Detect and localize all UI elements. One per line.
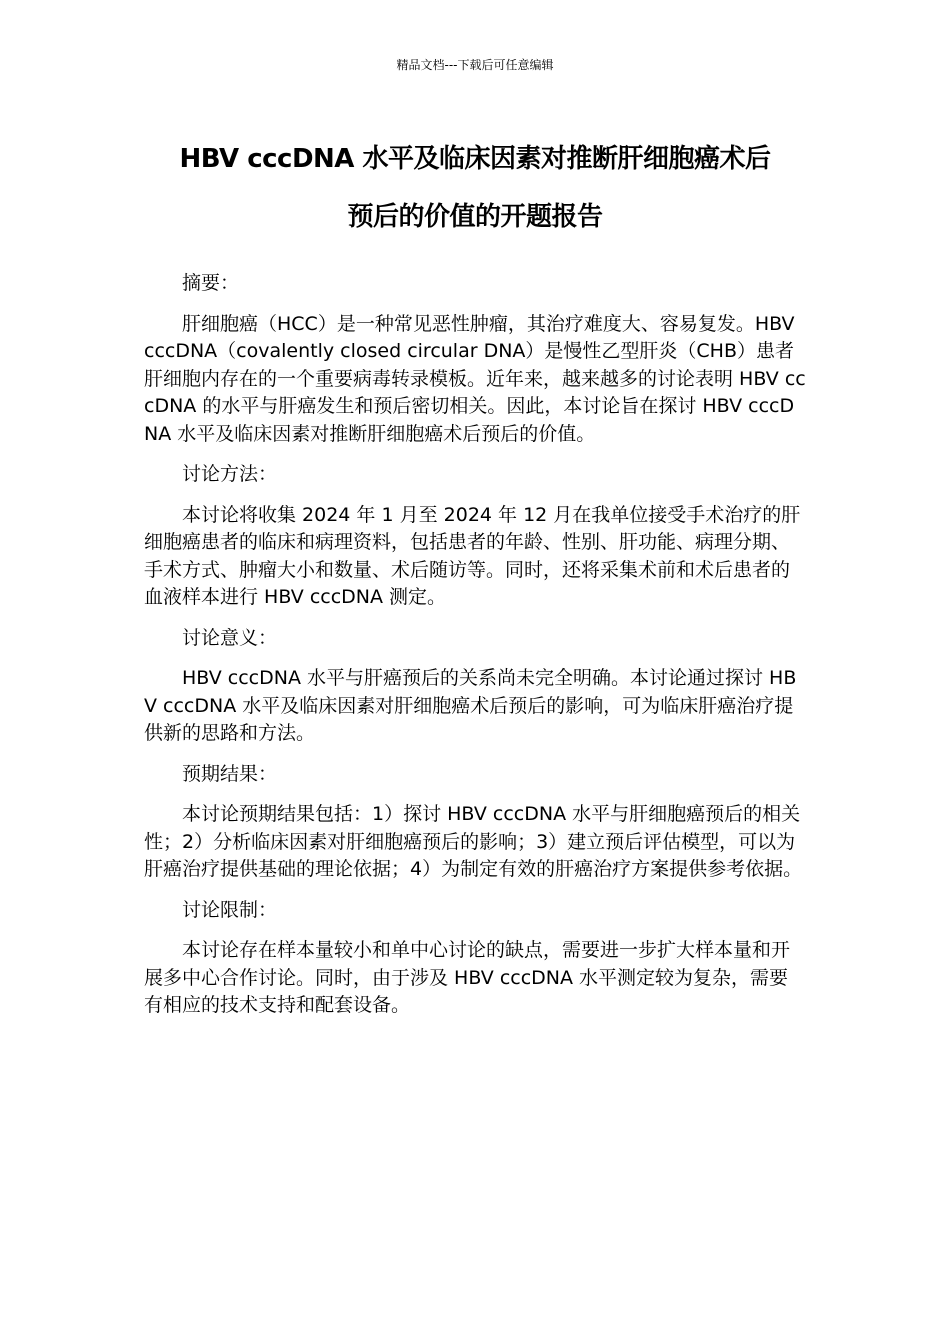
section-label-expected-results: 预期结果： — [182, 762, 278, 785]
section-text-significance: HBV cccDNA 水平与肝癌预后的关系尚未完全明确。本讨论通过探讨 HBV cccDNA 水平及临床因素对肝细胞癌术后预后的影响，可为临床肝癌治疗提供新的思路和方法。 — [144, 667, 797, 744]
section-text-methods: 本讨论将收集 2024 年 1 月至 2024 年 12 月在我单位接受手术治疗的肝细胞癌患者的临床和病理资料，包括患者的年龄、性别、肝功能、病理分期、手术方式、肿瘤大小和数量、术后随访等。同时，还将采集术前和术后患者的血液样本进行 HBV cccDNA 测定。 — [144, 503, 801, 608]
section-label-abstract: 摘要： — [182, 272, 240, 294]
section-label-limitations: 讨论限制： — [182, 898, 278, 921]
section-text-limitations: 本讨论存在样本量较小和单中心讨论的缺点，需要进一步扩大样本量和开展多中心合作讨论。同时，由于涉及 HBV cccDNA 水平测定较为复杂，需要有相应的技术支持和配套设备。 — [144, 939, 791, 1016]
title-line-1: HBV cccDNA 水平及临床因素对推断肝细胞癌术后 — [179, 144, 771, 174]
section-label-significance: 讨论意义： — [182, 626, 278, 649]
section-text-abstract: 肝细胞癌（HCC）是一种常见恶性肿瘤，其治疗难度大、容易复发。HBV cccDNA（covalently closed circular DNA）是慢性乙型肝炎（CHB）患者肝细胞内存在的一个重要病毒转录模板。近年来，越来越多的讨论表明 HBV cccDNA 的水平与肝癌发生和预后密切相关。因此，本讨论旨在探讨 HBV cccDNA 水平及临床因素对推断肝细胞癌术后预后的价值。 — [144, 312, 806, 445]
section-text-expected-results: 本讨论预期结果包括：1）探讨 HBV cccDNA 水平与肝细胞癌预后的相关性；2）分析临床因素对肝细胞癌预后的影响；3）建立预后评估模型，可以为肝癌治疗提供基础的理论依据；4）为制定有效的肝癌治疗方案提供参考依据。 — [144, 803, 803, 880]
title-line-2: 预后的价值的开题报告 — [347, 202, 603, 232]
document-title — [140, 130, 810, 246]
header-note: 精品文档---下载后可任意编辑 — [396, 58, 554, 72]
document-body — [144, 270, 806, 1033]
section-label-methods: 讨论方法： — [182, 463, 278, 485]
